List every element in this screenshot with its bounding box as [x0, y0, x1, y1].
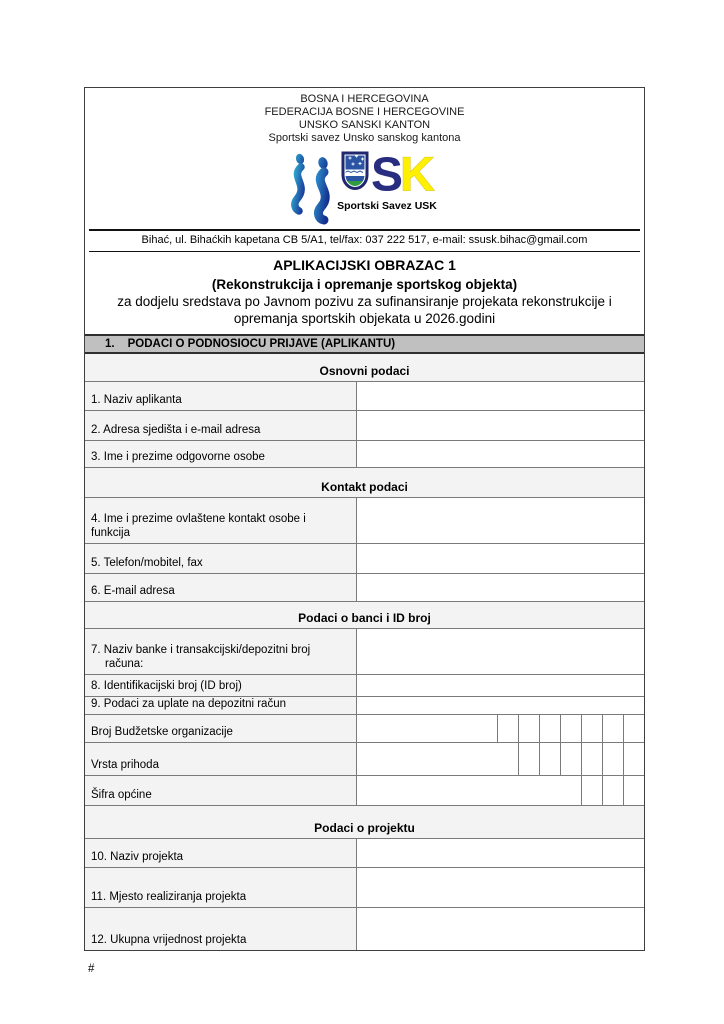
row-label: 2. Adresa sjedišta i e-mail adresa	[85, 411, 357, 440]
row-value-cell	[357, 441, 644, 467]
logo-letter-s: S	[370, 150, 403, 202]
form-row-naziv-aplikanta	[85, 382, 644, 411]
page-marker: #	[88, 963, 95, 975]
row-label: Broj Budžetske organizacije	[85, 715, 357, 742]
form-row-naziv-projekta	[85, 839, 644, 868]
digit-box	[497, 715, 518, 742]
digit-box	[581, 715, 602, 742]
letterhead	[85, 88, 644, 334]
title-block	[85, 252, 644, 334]
row-value-cell	[357, 411, 644, 440]
address-line: Bihać, ul. Bihaćkih kapetana CB 5/A1, tel/fax: 037 222 517, e-mail: ssusk.bihac@gmail.com	[141, 234, 588, 246]
form-row-id-broj	[85, 675, 644, 697]
row-label: 11. Mjesto realiziranja projekta	[85, 868, 357, 907]
row-value-cell	[357, 908, 644, 950]
row-value-cell	[357, 776, 644, 805]
row-value-cell	[357, 839, 644, 867]
row-label: 12. Ukupna vrijednost projekta	[85, 908, 357, 950]
institution-line-2: FEDERACIJA BOSNE I HERCEGOVINE	[264, 106, 465, 118]
form-subtitle: (Rekonstrukcija i opremanje sportskog objekta)	[211, 277, 518, 292]
row-value-cell	[357, 544, 644, 573]
section-header-band	[85, 334, 644, 354]
row-label: 7. Naziv banke i transakcijski/depozitni broj računa:	[85, 629, 357, 674]
row-value-cell	[357, 743, 644, 775]
group-header-kontakt-podaci: Kontakt podaci	[85, 468, 644, 498]
row-value-cell	[357, 629, 644, 674]
form-row-telefon	[85, 544, 644, 574]
application-form	[84, 87, 645, 951]
form-row-mjesto-realiziranja	[85, 868, 644, 908]
row-label: 1. Naziv aplikanta	[85, 382, 357, 410]
value-spacer	[357, 743, 518, 775]
form-description-line-1: za dodjelu sredstava po Javnom pozivu za sufinansiranje projekata rekonstrukcije i	[117, 294, 612, 309]
logo-letter-k: K	[399, 150, 435, 202]
value-spacer	[357, 715, 497, 742]
row-label: 6. E-mail adresa	[85, 574, 357, 601]
form-row-kontakt-osoba	[85, 498, 644, 544]
digit-box	[581, 776, 602, 805]
row-value-cell	[357, 574, 644, 601]
row-label: Vrsta prihoda	[85, 743, 357, 775]
digit-box	[539, 743, 560, 775]
row-label: 8. Identifikacijski broj (ID broj)	[85, 675, 357, 696]
form-row-ime-odgovorne-osobe	[85, 441, 644, 468]
digit-box	[602, 715, 623, 742]
digit-box	[623, 743, 644, 775]
group-header-podaci-o-projektu: Podaci o projektu	[85, 806, 644, 839]
section-number: 1.	[105, 338, 115, 350]
form-row-broj-budzetske-organizacije	[85, 715, 644, 743]
logo-caption: Sportski Savez USK	[336, 200, 437, 212]
digit-box	[518, 715, 539, 742]
institution-line-3: UNSKO SANSKI KANTON	[298, 119, 431, 131]
form-row-email	[85, 574, 644, 602]
digit-box	[581, 743, 602, 775]
row-label: 10. Naziv projekta	[85, 839, 357, 867]
digit-box	[539, 715, 560, 742]
digit-box	[518, 743, 539, 775]
row-label: 4. Ime i prezime ovlaštene kontakt osobe i funkcija	[85, 498, 357, 543]
row-value-cell	[357, 697, 644, 714]
form-row-sifra-opcine	[85, 776, 644, 806]
institution-line-1: BOSNA I HERCEGOVINA	[300, 93, 429, 105]
sports-association-logo	[85, 150, 644, 226]
row-value-cell	[357, 675, 644, 696]
row-value-cell	[357, 498, 644, 543]
form-description-line-2: opremanja sportskih objekata u 2026.godini	[233, 310, 496, 326]
form-row-ukupna-vrijednost	[85, 908, 644, 950]
row-label: 5. Telefon/mobitel, fax	[85, 544, 357, 573]
row-value-cell	[357, 715, 644, 742]
digit-box	[623, 715, 644, 742]
row-value-cell	[357, 382, 644, 410]
form-row-podaci-za-uplate	[85, 697, 644, 715]
usk-logo-icon	[285, 150, 445, 226]
group-header-osnovni-podaci: Osnovni podaci	[85, 354, 644, 382]
digit-box	[560, 743, 581, 775]
group-header-podaci-o-banci: Podaci o banci i ID broj	[85, 602, 644, 629]
value-spacer	[357, 776, 581, 805]
form-row-vrsta-prihoda	[85, 743, 644, 776]
institution-line-4: Sportski savez Unsko sanskog kantona	[268, 132, 461, 144]
form-row-adresa-sjedista	[85, 411, 644, 441]
form-row-naziv-banke	[85, 629, 644, 675]
digit-box	[602, 776, 623, 805]
digit-box	[560, 715, 581, 742]
athlete-figures-icon	[294, 153, 328, 220]
row-label: 9. Podaci za uplate na depozitni račun	[85, 697, 357, 714]
digit-box	[602, 743, 623, 775]
row-label: Šifra općine	[85, 776, 357, 805]
row-label: 3. Ime i prezime odgovorne osobe	[85, 441, 357, 467]
form-title: APLIKACIJSKI OBRAZAC 1	[273, 257, 456, 273]
row-value-cell	[357, 868, 644, 907]
usk-shield-icon	[343, 153, 367, 189]
section-title: PODACI O PODNOSIOCU PRIJAVE (APLIKANTU)	[127, 338, 396, 350]
digit-box	[623, 776, 644, 805]
